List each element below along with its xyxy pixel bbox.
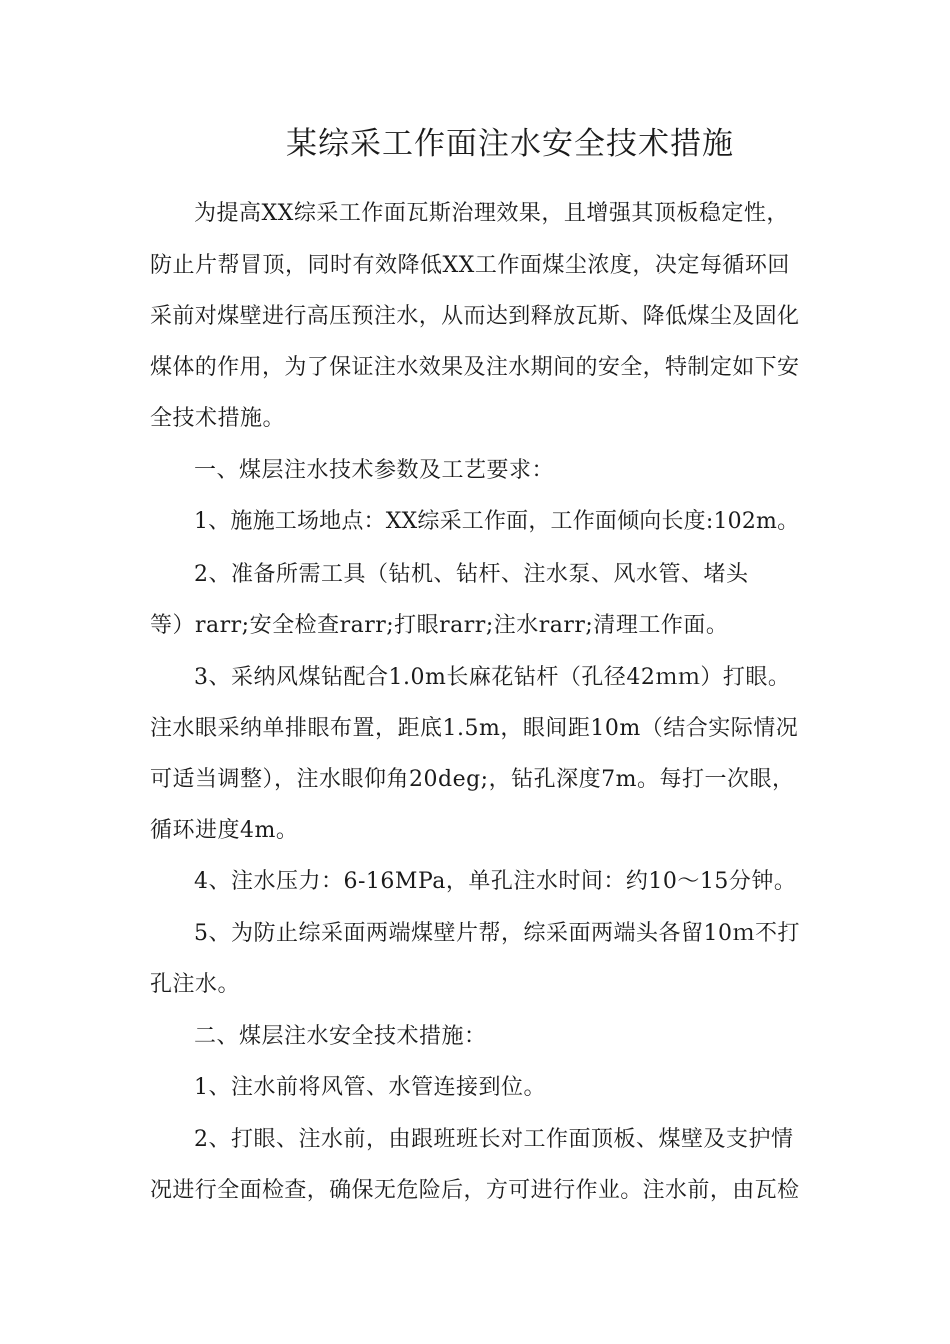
paragraph-line: 2、准备所需工具（钻机、钻杆、注水泵、风水管、堵头 [194, 562, 749, 587]
paragraph-line: 煤体的作用，为了保证注水效果及注水期间的安全，特制定如下安 [150, 355, 800, 380]
paragraph-line: 3、采纳风煤钻配合1.0m长麻花钻杆（孔径42ｍｍ）打眼。 [194, 665, 791, 690]
paragraph-line: 5、为防止综采面两端煤壁片帮，综采面两端头各留10ｍ不打 [194, 921, 800, 946]
paragraph-line: 注水眼采纳单排眼布置，距底1.5m，眼间距10m（结合实际情况 [150, 716, 799, 741]
paragraph-line: 防止片帮冒顶，同时有效降低XX工作面煤尘浓度，决定每循环回 [150, 253, 790, 278]
section-heading: 二、煤层注水安全技术措施： [194, 1024, 487, 1049]
paragraph-line: 4、注水压力：6-16MPa，单孔注水时间：约10～15分钟。 [194, 869, 797, 894]
paragraph-line: 为提高XX综采工作面瓦斯治理效果，且增强其顶板稳定性， [194, 201, 789, 226]
document-title: 某综采工作面注水安全技术措施 [286, 126, 734, 162]
paragraph-line: 等）rarr;安全检查rarr;打眼rarr;注水rarr;清理工作面。 [150, 613, 729, 638]
paragraph-line: 2、打眼、注水前，由跟班班长对工作面顶板、煤壁及支护情 [194, 1127, 794, 1152]
paragraph-line: 全技术措施。 [150, 406, 286, 431]
paragraph-line: 采前对煤壁进行高压预注水，从而达到释放瓦斯、降低煤尘及固化 [150, 304, 800, 329]
paragraph-line: 孔注水。 [150, 972, 241, 997]
paragraph-line: 可适当调整），注水眼仰角20deg;，钻孔深度7m。每打一次眼， [150, 767, 795, 792]
paragraph-line: 1、注水前将风管、水管连接到位。 [194, 1075, 546, 1100]
paragraph-line: 况进行全面检查，确保无危险后，方可进行作业。注水前，由瓦检 [150, 1178, 800, 1203]
paragraph-line: 1、施施工场地点：XX综采工作面，工作面倾向长度:102m。 [194, 509, 800, 534]
section-heading: 一、煤层注水技术参数及工艺要求： [194, 458, 555, 483]
paragraph-line: 循环进度4m。 [150, 818, 299, 843]
